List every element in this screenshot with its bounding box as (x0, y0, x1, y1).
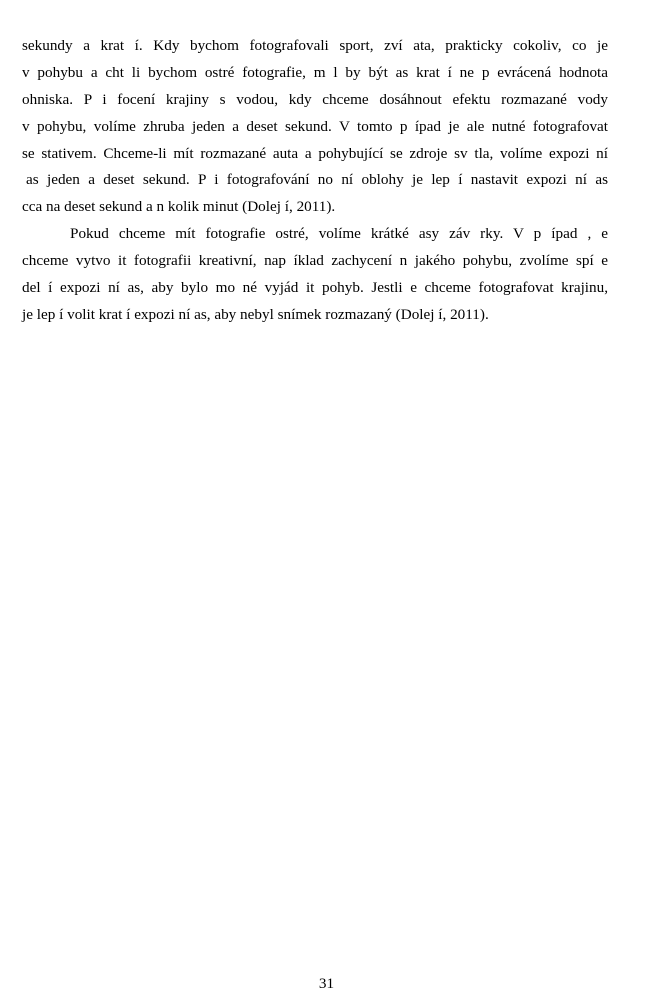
text-line: v pohybu, volíme zhruba jeden a deset sekund. V tomto p ípad je ale nutné fotografovat (22, 117, 608, 135)
text-line: v pohybu a cht li bychom ostré fotografie, m l by být as krat í ne p evrácená hodnota (22, 63, 608, 81)
text-line: ohniska. P i focení krajiny s vodou, kdy chceme dosáhnout efektu rozmazané vody (22, 90, 608, 108)
text-line: del í expozi ní as, aby bylo mo né vyjád it pohyb. Jestli e chceme fotografovat krajinu, (22, 279, 608, 297)
text-line: se stativem. Chceme-li mít rozmazané auta a pohybující se zdroje sv tla, volíme expozi ní (22, 144, 608, 162)
body-text (22, 33, 608, 329)
text-line: cca na deset sekund a n kolik minut (Dolej í, 2011). (22, 198, 336, 216)
paragraph-1 (22, 33, 608, 221)
text-line: sekundy a krat í. Kdy bychom fotografovali sport, zví ata, prakticky cokoliv, co je (22, 37, 608, 54)
text-line: Pokud chceme mít fotografie ostré, volíme krátké asy záv rky. V p ípad , e (70, 225, 608, 243)
text-line: je lep í volit krat í expozi ní as, aby nebyl snímek rozmazaný (Dolej í, 2011). (22, 305, 489, 323)
paragraph-2 (22, 221, 608, 329)
text-line: chceme vytvo it fotografii kreativní, nap íklad zachycení n jakého pohybu, zvolíme spí e (22, 252, 608, 270)
text-line: as jeden a deset sekund. P i fotografování no ní oblohy je lep í nastavit expozi ní as (26, 171, 608, 189)
page-number: 31 (318, 975, 335, 992)
